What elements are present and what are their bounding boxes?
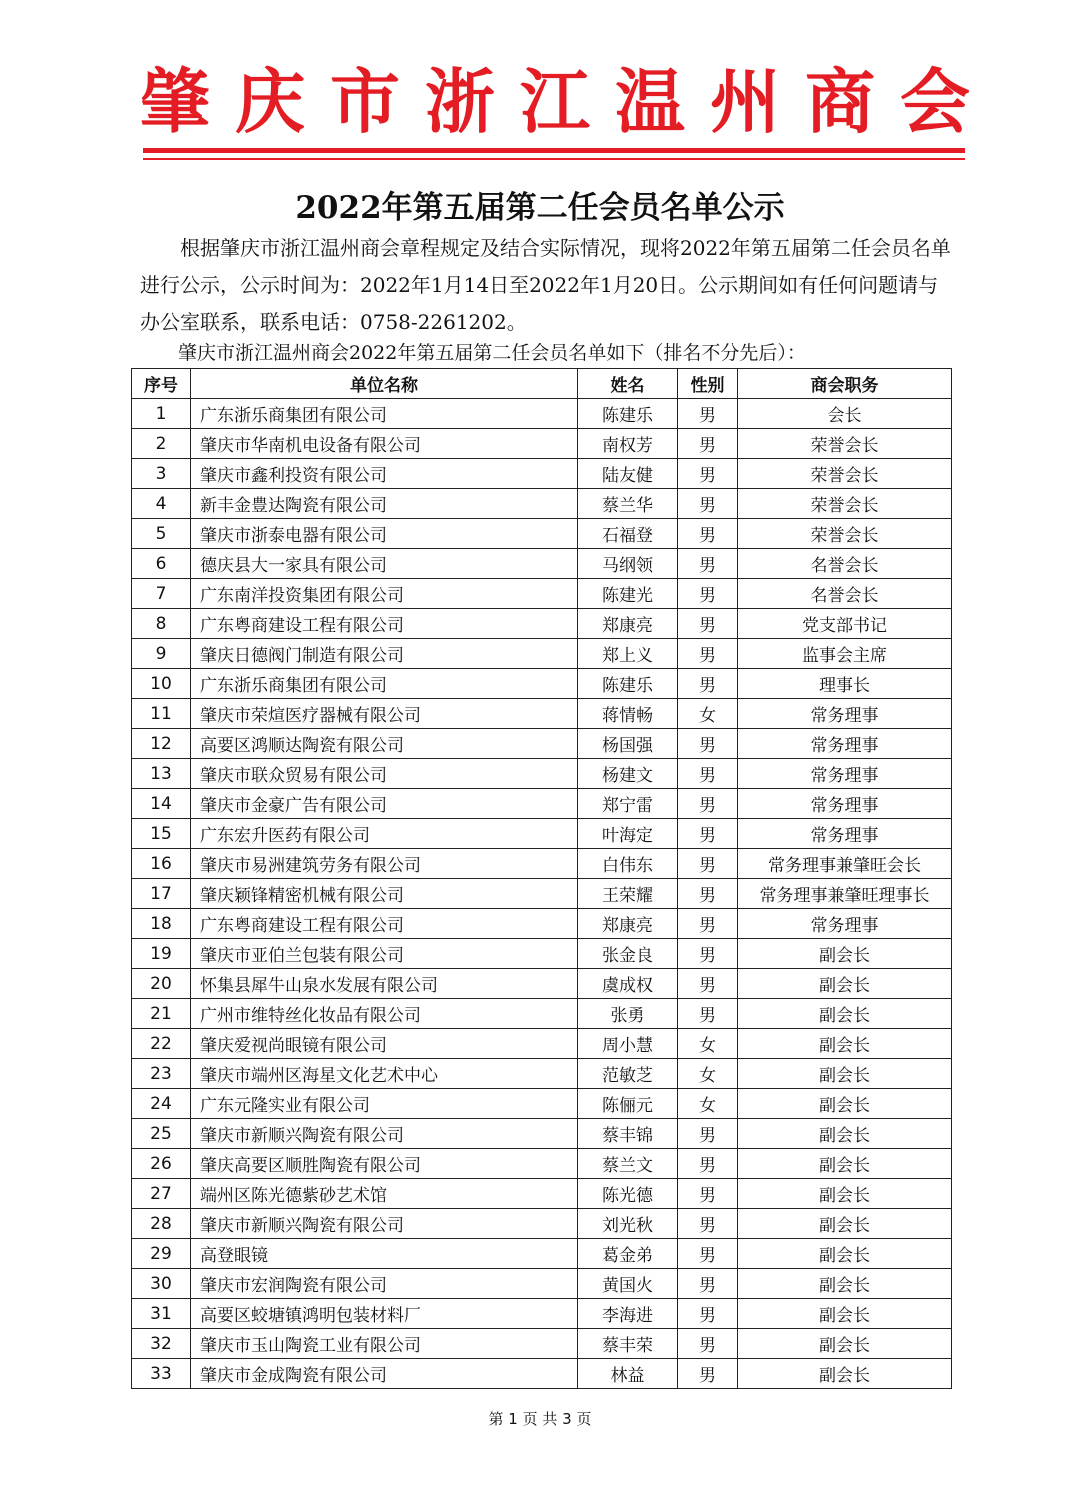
cell-gender: 男 (678, 939, 738, 969)
header-unit: 单位名称 (191, 369, 578, 399)
cell-name: 陈建光 (578, 579, 678, 609)
cell-no: 23 (132, 1059, 191, 1089)
cell-unit: 肇庆市端州区海星文化艺术中心 (191, 1059, 578, 1089)
table-row (132, 639, 952, 669)
cell-role: 副会长 (738, 1179, 952, 1209)
cell-unit: 高登眼镜 (191, 1239, 578, 1269)
letterhead-char: 商 (805, 61, 875, 143)
cell-name: 李海进 (578, 1299, 678, 1329)
letterhead-char: 江 (520, 61, 590, 143)
cell-gender: 男 (678, 1149, 738, 1179)
cell-role: 常务理事 (738, 819, 952, 849)
cell-unit: 高要区蛟塘镇鸿明包装材料厂 (191, 1299, 578, 1329)
cell-gender: 男 (678, 879, 738, 909)
cell-name: 蔡丰荣 (578, 1329, 678, 1359)
cell-unit: 肇庆市金豪广告有限公司 (191, 789, 578, 819)
table-row (132, 879, 952, 909)
letterhead-rule-thin (143, 158, 965, 160)
table-row (132, 519, 952, 549)
header-name: 姓名 (578, 369, 678, 399)
cell-role: 理事长 (738, 669, 952, 699)
cell-unit: 德庆县大一家具有限公司 (191, 549, 578, 579)
cell-no: 12 (132, 729, 191, 759)
cell-no: 14 (132, 789, 191, 819)
cell-unit: 肇庆日德阀门制造有限公司 (191, 639, 578, 669)
cell-name: 郑康亮 (578, 609, 678, 639)
cell-no: 8 (132, 609, 191, 639)
cell-gender: 女 (678, 1089, 738, 1119)
table-row (132, 579, 952, 609)
cell-role: 副会长 (738, 999, 952, 1029)
cell-name: 蒋情畅 (578, 699, 678, 729)
cell-unit: 肇庆市鑫利投资有限公司 (191, 459, 578, 489)
cell-name: 郑康亮 (578, 909, 678, 939)
cell-unit: 广州市维特丝化妆品有限公司 (191, 999, 578, 1029)
cell-unit: 广东南洋投资集团有限公司 (191, 579, 578, 609)
cell-role: 副会长 (738, 969, 952, 999)
cell-unit: 肇庆市易洲建筑劳务有限公司 (191, 849, 578, 879)
table-row (132, 429, 952, 459)
cell-unit: 肇庆颖锋精密机械有限公司 (191, 879, 578, 909)
letterhead-char: 州 (710, 61, 780, 143)
cell-role: 常务理事 (738, 789, 952, 819)
cell-unit: 肇庆市华南机电设备有限公司 (191, 429, 578, 459)
cell-no: 21 (132, 999, 191, 1029)
header-role: 商会职务 (738, 369, 952, 399)
table-row (132, 1179, 952, 1209)
cell-gender: 男 (678, 909, 738, 939)
cell-name: 黄国火 (578, 1269, 678, 1299)
letterhead-title (140, 62, 970, 142)
cell-no: 4 (132, 489, 191, 519)
cell-name: 马纲领 (578, 549, 678, 579)
cell-name: 陈建乐 (578, 669, 678, 699)
table-row (132, 1119, 952, 1149)
letterhead-char: 会 (900, 61, 970, 143)
cell-name: 周小慧 (578, 1029, 678, 1059)
table-row (132, 489, 952, 519)
cell-role: 常务理事兼肇旺会长 (738, 849, 952, 879)
cell-unit: 肇庆市浙泰电器有限公司 (191, 519, 578, 549)
cell-gender: 男 (678, 1299, 738, 1329)
table-row (132, 1029, 952, 1059)
cell-role: 副会长 (738, 1239, 952, 1269)
cell-role: 常务理事 (738, 759, 952, 789)
cell-no: 16 (132, 849, 191, 879)
cell-no: 2 (132, 429, 191, 459)
table-row (132, 549, 952, 579)
cell-unit: 新丰金豊达陶瓷有限公司 (191, 489, 578, 519)
cell-no: 33 (132, 1359, 191, 1389)
cell-gender: 男 (678, 1329, 738, 1359)
table-row (132, 669, 952, 699)
table-row (132, 999, 952, 1029)
cell-gender: 男 (678, 969, 738, 999)
cell-gender: 男 (678, 849, 738, 879)
cell-unit: 广东浙乐商集团有限公司 (191, 399, 578, 429)
cell-role: 副会长 (738, 1299, 952, 1329)
cell-role: 副会长 (738, 1119, 952, 1149)
table-row (132, 1329, 952, 1359)
cell-no: 6 (132, 549, 191, 579)
table-row (132, 459, 952, 489)
table-row (132, 849, 952, 879)
cell-unit: 怀集县犀牛山泉水发展有限公司 (191, 969, 578, 999)
cell-name: 郑宁雷 (578, 789, 678, 819)
cell-gender: 男 (678, 519, 738, 549)
cell-name: 南权芳 (578, 429, 678, 459)
cell-role: 荣誉会长 (738, 489, 952, 519)
table-row (132, 939, 952, 969)
cell-role: 副会长 (738, 1089, 952, 1119)
cell-gender: 男 (678, 399, 738, 429)
cell-no: 29 (132, 1239, 191, 1269)
cell-unit: 广东粤商建设工程有限公司 (191, 909, 578, 939)
cell-role: 常务理事兼肇旺理事长 (738, 879, 952, 909)
cell-role: 名誉会长 (738, 549, 952, 579)
cell-name: 杨国强 (578, 729, 678, 759)
cell-gender: 男 (678, 1119, 738, 1149)
table-row (132, 969, 952, 999)
table-row (132, 1209, 952, 1239)
cell-name: 葛金弟 (578, 1239, 678, 1269)
cell-role: 常务理事 (738, 909, 952, 939)
cell-unit: 肇庆市金成陶瓷有限公司 (191, 1359, 578, 1389)
cell-gender: 男 (678, 999, 738, 1029)
cell-role: 副会长 (738, 1209, 952, 1239)
cell-role: 副会长 (738, 939, 952, 969)
cell-unit: 肇庆高要区顺胜陶瓷有限公司 (191, 1149, 578, 1179)
cell-no: 22 (132, 1029, 191, 1059)
cell-gender: 男 (678, 1359, 738, 1389)
cell-role: 常务理事 (738, 729, 952, 759)
cell-no: 24 (132, 1089, 191, 1119)
cell-name: 陈俪元 (578, 1089, 678, 1119)
cell-unit: 肇庆市宏润陶瓷有限公司 (191, 1269, 578, 1299)
table-row (132, 1059, 952, 1089)
cell-no: 26 (132, 1149, 191, 1179)
table-row (132, 399, 952, 429)
table-row (132, 609, 952, 639)
cell-role: 副会长 (738, 1329, 952, 1359)
cell-role: 荣誉会长 (738, 519, 952, 549)
cell-no: 20 (132, 969, 191, 999)
cell-no: 30 (132, 1269, 191, 1299)
cell-no: 17 (132, 879, 191, 909)
cell-role: 会长 (738, 399, 952, 429)
header-gender: 性别 (678, 369, 738, 399)
cell-no: 18 (132, 909, 191, 939)
cell-name: 蔡兰华 (578, 489, 678, 519)
table-row (132, 789, 952, 819)
cell-gender: 男 (678, 489, 738, 519)
cell-unit: 广东粤商建设工程有限公司 (191, 609, 578, 639)
cell-no: 27 (132, 1179, 191, 1209)
table-row (132, 909, 952, 939)
table-row (132, 1299, 952, 1329)
cell-role: 副会长 (738, 1149, 952, 1179)
cell-unit: 肇庆市新顺兴陶瓷有限公司 (191, 1119, 578, 1149)
cell-role: 副会长 (738, 1269, 952, 1299)
cell-name: 叶海定 (578, 819, 678, 849)
cell-gender: 男 (678, 1209, 738, 1239)
cell-gender: 男 (678, 789, 738, 819)
header-no: 序号 (132, 369, 191, 399)
table-row (132, 729, 952, 759)
cell-name: 白伟东 (578, 849, 678, 879)
cell-no: 19 (132, 939, 191, 969)
cell-name: 王荣耀 (578, 879, 678, 909)
cell-role: 名誉会长 (738, 579, 952, 609)
cell-name: 陈光德 (578, 1179, 678, 1209)
cell-gender: 男 (678, 639, 738, 669)
cell-no: 10 (132, 669, 191, 699)
cell-name: 虞成权 (578, 969, 678, 999)
cell-gender: 男 (678, 729, 738, 759)
cell-gender: 男 (678, 609, 738, 639)
cell-gender: 男 (678, 429, 738, 459)
cell-no: 32 (132, 1329, 191, 1359)
cell-no: 28 (132, 1209, 191, 1239)
cell-no: 15 (132, 819, 191, 849)
cell-name: 陆友健 (578, 459, 678, 489)
table-row (132, 759, 952, 789)
cell-gender: 男 (678, 1179, 738, 1209)
notice-title: 2022年第五届第二任会员名单公示 (295, 190, 785, 226)
cell-gender: 女 (678, 1059, 738, 1089)
page-footer: 第 1 页 共 3 页 (488, 1410, 592, 1428)
cell-name: 刘光秋 (578, 1209, 678, 1239)
cell-gender: 男 (678, 759, 738, 789)
cell-gender: 男 (678, 819, 738, 849)
cell-no: 25 (132, 1119, 191, 1149)
table-row (132, 1089, 952, 1119)
cell-name: 陈建乐 (578, 399, 678, 429)
table-row (132, 1149, 952, 1179)
table-row (132, 1239, 952, 1269)
letterhead-char: 庆 (235, 61, 305, 143)
cell-name: 张金良 (578, 939, 678, 969)
cell-no: 13 (132, 759, 191, 789)
letterhead-char: 温 (615, 61, 685, 143)
member-rows (132, 399, 952, 1389)
cell-no: 9 (132, 639, 191, 669)
cell-gender: 男 (678, 459, 738, 489)
cell-no: 7 (132, 579, 191, 609)
cell-gender: 男 (678, 1239, 738, 1269)
cell-name: 蔡丰锦 (578, 1119, 678, 1149)
cell-gender: 男 (678, 669, 738, 699)
letterhead-char: 市 (330, 61, 400, 143)
cell-role: 党支部书记 (738, 609, 952, 639)
cell-role: 副会长 (738, 1029, 952, 1059)
cell-name: 张勇 (578, 999, 678, 1029)
cell-unit: 端州区陈光德紫砂艺术馆 (191, 1179, 578, 1209)
cell-unit: 广东浙乐商集团有限公司 (191, 669, 578, 699)
cell-gender: 女 (678, 1029, 738, 1059)
cell-gender: 男 (678, 579, 738, 609)
cell-no: 11 (132, 699, 191, 729)
cell-unit: 肇庆市荣煊医疗器械有限公司 (191, 699, 578, 729)
cell-role: 副会长 (738, 1359, 952, 1389)
cell-unit: 肇庆市亚伯兰包装有限公司 (191, 939, 578, 969)
cell-role: 副会长 (738, 1059, 952, 1089)
table-row (132, 1269, 952, 1299)
cell-unit: 肇庆市玉山陶瓷工业有限公司 (191, 1329, 578, 1359)
letterhead-char: 肇 (140, 61, 210, 143)
table-row (132, 1359, 952, 1389)
cell-gender: 女 (678, 699, 738, 729)
member-table (131, 368, 952, 1389)
cell-name: 杨建文 (578, 759, 678, 789)
cell-name: 范敏芝 (578, 1059, 678, 1089)
table-header-row (132, 369, 952, 399)
cell-unit: 肇庆市新顺兴陶瓷有限公司 (191, 1209, 578, 1239)
cell-no: 3 (132, 459, 191, 489)
cell-no: 1 (132, 399, 191, 429)
cell-name: 郑上义 (578, 639, 678, 669)
table-row (132, 819, 952, 849)
cell-name: 林益 (578, 1359, 678, 1389)
cell-gender: 男 (678, 549, 738, 579)
notice-paragraph: 根据肇庆市浙江温州商会章程规定及结合实际情况，现将2022年第五届第二任会员名单进行公示，公示时间为：2022年1月14日至2022年1月20日。公示期间如有任何问题请与办公室联系，联系电话：0758-2261202。 (140, 236, 951, 334)
cell-unit: 广东宏升医药有限公司 (191, 819, 578, 849)
cell-unit: 肇庆爱视尚眼镜有限公司 (191, 1029, 578, 1059)
cell-unit: 高要区鸿顺达陶瓷有限公司 (191, 729, 578, 759)
cell-role: 荣誉会长 (738, 429, 952, 459)
cell-name: 蔡兰文 (578, 1149, 678, 1179)
letterhead-rule-thick (143, 148, 965, 153)
cell-no: 5 (132, 519, 191, 549)
list-intro: 肇庆市浙江温州商会2022年第五届第二任会员名单如下（排名不分先后）： (178, 342, 806, 364)
cell-role: 常务理事 (738, 699, 952, 729)
cell-unit: 肇庆市联众贸易有限公司 (191, 759, 578, 789)
table-row (132, 699, 952, 729)
cell-gender: 男 (678, 1269, 738, 1299)
cell-role: 监事会主席 (738, 639, 952, 669)
cell-name: 石福登 (578, 519, 678, 549)
letterhead-char: 浙 (425, 61, 495, 143)
cell-no: 31 (132, 1299, 191, 1329)
cell-role: 荣誉会长 (738, 459, 952, 489)
cell-unit: 广东元隆实业有限公司 (191, 1089, 578, 1119)
